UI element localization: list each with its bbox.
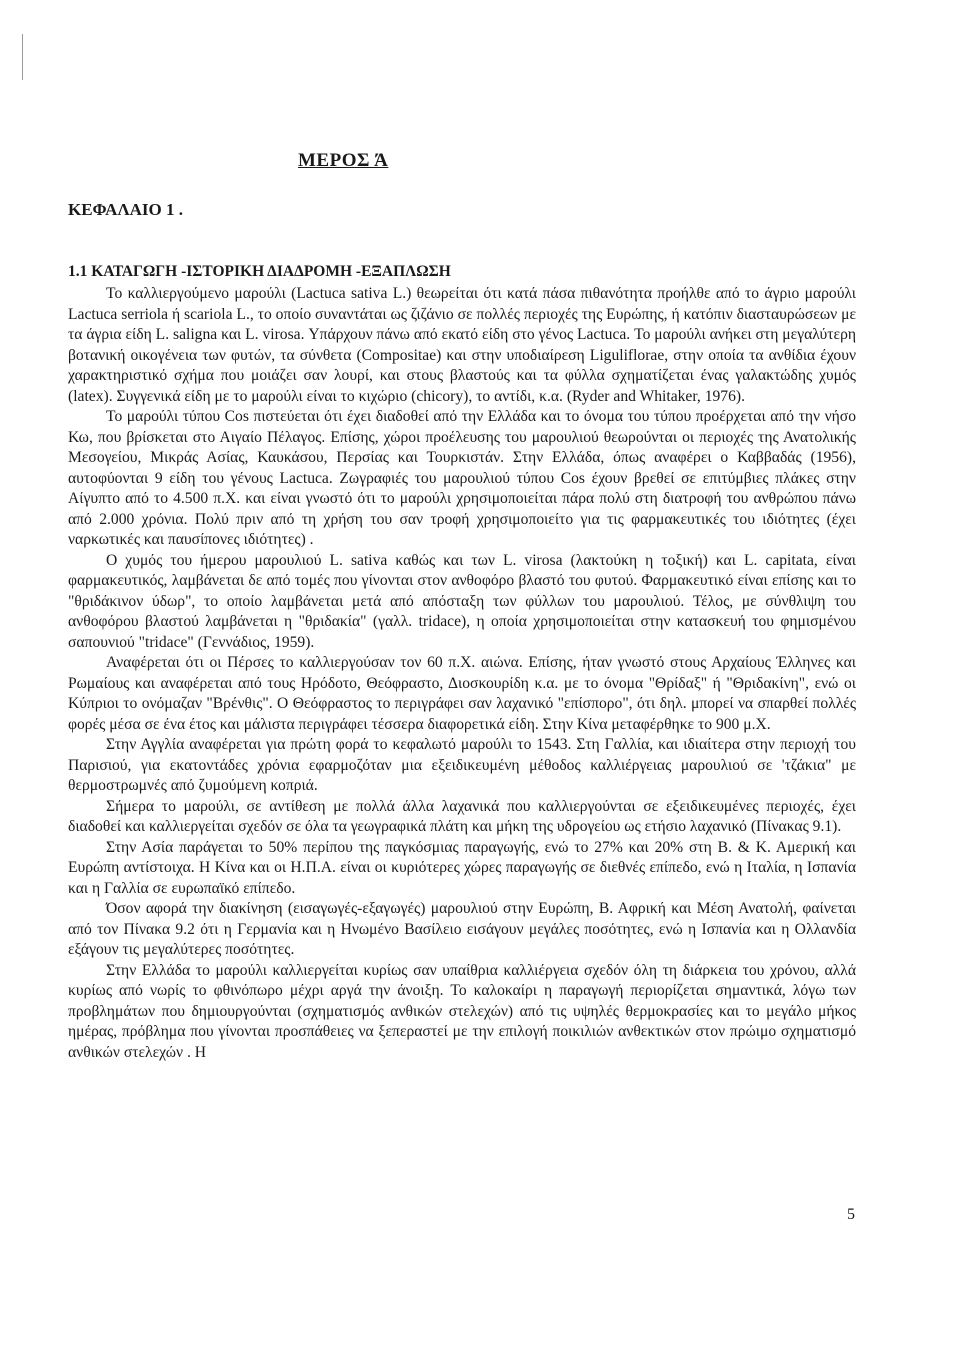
paragraph-ancient-history: Αναφέρεται ότι οι Πέρσες το καλλιεργούσαν τον 60 π.Χ. αιώνα. Επίσης, ήταν γνωστό στους Αρχαίους Έλληνες και Ρωμαίους και αναφέρεται από τους Ηρόδοτο, Θεόφραστο, Διοσκουρίδη κ.α. με το όνομα "Θρίδαξ" ή "Θριδακίνη", ενώ οι Κύπριοι το ονόμαζαν "Βρένθις". Ο Θεόφραστος το περιγράφει σαν λαχανικό "επίσπορο", ότι δηλ. μπορεί να σπαρθεί πολλές φορές μέσα σε ένα έτος και μάλιστα περιγράφει τέσσερα διαφορετικά είδη. Στην Κίνα μεταφέρθηκε το 900 μ.Χ. (68, 654, 856, 733)
paragraph-cos-type: Το μαρούλι τύπου Cos πιστεύεται ότι έχει διαδοθεί από την Ελλάδα και το όνομα του τύπου προέρχεται από την νήσο Κω, που βρίσκεται στο Αιγαίο Πέλαγος. Επίσης, χώροι προέλευσης του μαρουλιού θεωρούνται οι περιοχές της Ανατολικής Μεσογείου, Μικράς Ασίας, Καυκάσου, Περσίας και Τουρκιστάν. Στην Ελλάδα, όπως αναφέρει ο Καββαδάς (1956), αυτοφύονται 9 είδη του γένους Lactuca. Ζωγραφιές του μαρουλιού τύπου Cos έχουν βρεθεί σε επιτύμβιες πλάκες στην Αίγυπτο από το 4.500 π.Χ. και είναι γνωστό ότι το μαρούλι χρησιμοποιείται πάρα πολύ στη διατροφή του ανθρώπου πάνω από 2.000 χρόνια. Πολύ πριν από τη χρήση του σαν τροφή χρησιμοποιείτο για τις φαρμακευτικές του ιδιότητες (έχει ναρκωτικές και παυσίπονες ιδιότητες) . (68, 408, 856, 548)
section-title: 1.1 ΚΑΤΑΓΩΓΗ -ΙΣΤΟΡΙΚΗ ΔΙΑΔΡΟΜΗ -ΕΞΑΠΛΩΣΗ (68, 263, 451, 280)
part-title: ΜΕΡΟΣ Ά (298, 150, 389, 171)
body-text (68, 284, 856, 1063)
chapter-title: ΚΕΦΑΛΑΙΟ 1 . (68, 200, 184, 219)
paragraph-medicinal: Ο χυμός του ήμερου μαρουλιού L. sativa καθώς και των L. virosa (λακτούκη η τοξική) και L. capitata, είναι φαρμακευτικός, λαμβάνεται δε από τομές που γίνονται στον ανθοφόρο βλαστό του φυτού. Φαρμακευτικό είναι επίσης και το "θριδάκινον ύδωρ", το οποίο λαμβάνεται μετά από απόσταξη των φύλλων του μαρουλιού. Τέλος, με σύνθλιψη του ανθοφόρου βλαστού λαμβάνεται η "θριδακία" (γαλλ. tridace), η οποία χρησιμοποιείται στην κατασκευή του φημισμένου σαπουνιού "tridace" (Γεννάδιος, 1959). (68, 551, 856, 651)
scan-edge-mark (22, 34, 23, 80)
paragraph-spread: Σήμερα το μαρούλι, σε αντίθεση με πολλά άλλα λαχανικά που καλλιεργούνται σε εξειδικευμένες περιοχές, έχει διαδοθεί και καλλιεργείται σχεδόν σε όλα τα γεωγραφικά πλάτη και μήκη της υδρογείου ως ετήσιο λαχανικό (Πίνακας 9.1). (68, 797, 856, 835)
page-number: 5 (847, 1206, 855, 1223)
paragraph-greece: Στην Ελλάδα το μαρούλι καλλιεργείται κυρίως σαν υπαίθρια καλλιέργεια σχεδόν όλη τη διάρκεια του χρόνου, αλλά κυρίως από νωρίς το φθινόπωρο μέχρι αργά την άνοιξη. Το καλοκαίρι η παραγωγή περιορίζεται σημαντικά, λόγω των προβλημάτων που δημιουργούνται (σχηματισμός ανθικών στελεχών) από τις υψηλές θερμοκρασίες και το μεγάλο μήκος ημέρας, πρόβλημα που γίνονται προσπάθειες να ξεπεραστεί με την επιλογή ποικιλιών ανθεκτικών στον πρώιμο σχηματισμό ανθικών στελεχών . Η (68, 961, 856, 1061)
paragraph-england-france: Στην Αγγλία αναφέρεται για πρώτη φορά το κεφαλωτό μαρούλι το 1543. Στη Γαλλία, και ιδιαίτερα στην περιοχή του Παρισιού, για εκατοντάδες χρόνια εφαρμοζόταν μια εξειδικευμένη μέθοδος καλλιέργειας μαρουλιού σε 'τζάκια" με θερμοστρωμνές από ζυμούμενη κοπριά. (68, 736, 856, 794)
paragraph-trade: Όσον αφορά την διακίνηση (εισαγωγές-εξαγωγές) μαρουλιού στην Ευρώπη, Β. Αφρική και Μέση Ανατολή, φαίνεται από τον Πίνακα 9.2 ότι η Γερμανία και η Ηνωμένο Βασίλειο εισάγουν μεγάλες ποσότητες, ενώ η Ισπανία και η Ολλανδία εξάγουν τις μεγαλύτερες ποσότητες. (68, 900, 856, 958)
paragraph-origin: Το καλλιεργούμενο μαρούλι (Lactuca sativa L.) θεωρείται ότι κατά πάσα πιθανότητα προήλθε από το άγριο μαρούλι Lactuca serriola ή scariola L., το οποίο συναντάται ως ζιζάνιο σε πολλές περιοχές της Ευρώπης, ή κατόπιν διασταυρώσεων με τα άγρια είδη L. saligna και L. virosa. Υπάρχουν πάνω από εκατό είδη στο γένος Lactuca. Το μαρούλι ανήκει στη μεγαλύτερη βοτανική οικογένεια των φυτών, τα σύνθετα (Compositae) και στην υποδιαίρεση Liguliflorae, στην οποία τα ανθίδια έχουν χαρακτηριστικό σχήμα που μοιάζει σαν λουρί, και στους βλαστούς και τα φύλλα σχηματίζεται ένας γαλακτώδης χυμός (latex). Συγγενικά είδη με το μαρούλι είναι το κιχώριο (chicory), το αντίδι, κ.α. (Ryder and Whitaker, 1976). (68, 285, 856, 405)
paragraph-production: Στην Ασία παράγεται το 50% περίπου της παγκόσμιας παραγωγής, ενώ το 27% και 20% στη Β. & Κ. Αμερική και Ευρώπη αντίστοιχα. Η Κίνα και οι Η.Π.Α. είναι οι κυριότερες χώρες παραγωγής σε διεθνές επίπεδο, ενώ η Ιταλία, η Ισπανία και η Γαλλία σε ευρωπαϊκό επίπεδο. (68, 838, 856, 897)
